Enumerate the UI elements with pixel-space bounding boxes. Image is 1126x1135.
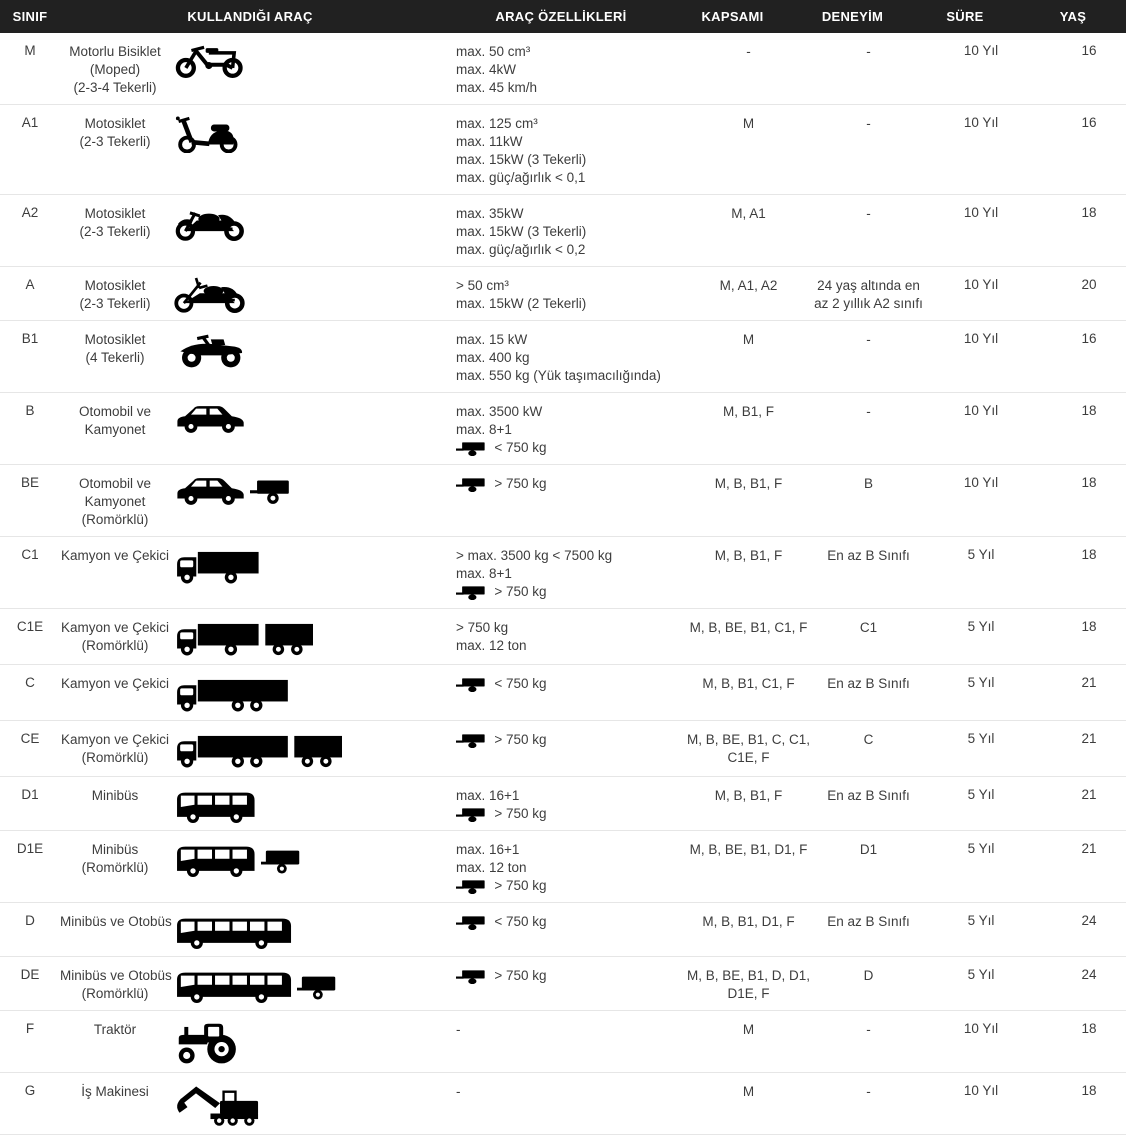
trailer-icon (456, 733, 487, 748)
ozellik-line (456, 403, 686, 421)
cell-kapsam: M (742, 1022, 755, 1037)
ozellik-line (456, 1083, 686, 1101)
ozellik-text: > 750 kg (494, 584, 547, 599)
cell-sinif: C1E (16, 619, 44, 634)
ozellik-line (456, 475, 686, 493)
cell-arac-adi: Motosiklet (4 Tekerli) (84, 332, 146, 365)
cell-yas: 16 (1081, 331, 1097, 346)
ozellik-line (456, 787, 686, 805)
cell-sinif: B (25, 403, 35, 418)
ozellik-text: max. 4kW (456, 62, 517, 77)
cell-arac-icon (170, 327, 444, 369)
cell-arac-adi: Otomobil ve Kamyonet (Romörklü) (78, 476, 152, 527)
cell-sure: 10 Yıl (963, 1021, 999, 1036)
cell-ozellikler (444, 671, 686, 693)
ozellik-line (456, 967, 686, 985)
table-row (0, 537, 1126, 609)
cell-ozellikler (444, 1079, 686, 1101)
ozellik-line (456, 565, 686, 583)
car-trailer-icon (174, 473, 444, 507)
ozellik-text: > 750 kg (494, 968, 547, 983)
cell-arac-adi: Kamyon ve Çekici (Romörklü) (60, 620, 170, 653)
cell-ozellikler (444, 909, 686, 931)
ozellik-line (456, 1021, 686, 1039)
cell-sinif: A1 (21, 115, 39, 130)
cell-yas: 20 (1081, 277, 1097, 292)
cell-sure: 5 Yıl (967, 913, 995, 928)
scooter-icon (174, 113, 444, 153)
table-row (0, 903, 1126, 957)
cell-kapsam: M, A1, A2 (719, 278, 778, 293)
cell-arac-adi: Motosiklet (2-3 Tekerli) (79, 116, 151, 149)
cell-deneyim: En az B Sınıfı (827, 788, 910, 803)
ozellik-text: max. 16+1 (456, 788, 520, 803)
cell-deneyim: - (866, 44, 871, 59)
cell-yas: 18 (1081, 547, 1097, 562)
ozellik-line (456, 133, 686, 151)
chopper-icon (174, 275, 444, 313)
cell-arac-icon (170, 201, 444, 241)
ozellik-line (456, 637, 686, 655)
ozellik-text: > 750 kg (494, 878, 547, 893)
cell-sure: 10 Yıl (963, 331, 999, 346)
cell-yas: 24 (1081, 967, 1097, 982)
ozellik-text: max. 35kW (456, 206, 524, 221)
excavator-icon (174, 1081, 444, 1127)
table-row (0, 465, 1126, 537)
ozellik-line (456, 731, 686, 749)
cell-arac-adi: Motosiklet (2-3 Tekerli) (79, 206, 151, 239)
cell-deneyim: C (863, 732, 874, 747)
cell-yas: 18 (1081, 205, 1097, 220)
cell-ozellikler (444, 727, 686, 749)
ozellik-text: max. 11kW (456, 134, 523, 149)
ozellik-text: max. 400 kg (456, 350, 530, 365)
cell-yas: 21 (1081, 731, 1097, 746)
cell-kapsam: M (742, 116, 755, 131)
cell-sure: 10 Yıl (963, 403, 999, 418)
cell-ozellikler (444, 837, 686, 895)
ozellik-text: > 750 kg (494, 732, 547, 747)
ozellik-line (456, 675, 686, 693)
cell-yas: 16 (1081, 115, 1097, 130)
cell-arac-adi: Minibüs (91, 788, 139, 803)
cell-deneyim: En az B Sınıfı (827, 548, 910, 563)
table-row (0, 609, 1126, 665)
cell-ozellikler (444, 471, 686, 493)
column-header-yas: YAŞ (1059, 9, 1087, 24)
ozellik-line (456, 43, 686, 61)
cell-arac-adi: Otomobil ve Kamyonet (78, 404, 152, 437)
column-header-arac: KULLANDIĞI ARAÇ (187, 9, 313, 24)
motorcycle-icon (174, 203, 444, 241)
trailer-icon (456, 477, 487, 492)
cell-ozellikler (444, 327, 686, 385)
cell-arac-adi: Minibüs ve Otobüs (Romörklü) (60, 968, 172, 1001)
cell-arac-adi: İş Makinesi (81, 1084, 149, 1099)
cell-arac-icon (170, 471, 444, 507)
cell-yas: 21 (1081, 675, 1097, 690)
column-header-sure: SÜRE (946, 9, 984, 24)
cell-sinif: D (25, 913, 35, 928)
ozellik-line (456, 115, 686, 133)
cell-yas: 18 (1081, 1083, 1097, 1098)
cell-arac-icon (170, 909, 444, 949)
table-row (0, 721, 1126, 777)
ozellik-text: > 750 kg (456, 620, 509, 635)
cell-sure: 5 Yıl (967, 547, 995, 562)
ozellik-line (456, 295, 686, 313)
tractor-icon (174, 1019, 444, 1065)
cell-arac-icon (170, 543, 444, 585)
atv-icon (174, 329, 444, 369)
ozellik-text: max. 3500 kW (456, 404, 543, 419)
table-row (0, 665, 1126, 721)
table-row (0, 1073, 1126, 1135)
cell-sinif: DE (20, 967, 40, 982)
cell-arac-icon (170, 963, 444, 1003)
ozellik-text: > 750 kg (494, 806, 547, 821)
minibus-icon (174, 785, 444, 823)
column-header-deneyim: DENEYİM (821, 9, 884, 24)
cell-yas: 18 (1081, 403, 1097, 418)
ozellik-line (456, 349, 686, 367)
cell-arac-adi: Minibüs ve Otobüs (60, 914, 172, 929)
truck-trailer-icon (174, 617, 444, 657)
cell-deneyim: D1 (859, 842, 878, 857)
table-body (0, 33, 1126, 1135)
cell-sure: 10 Yıl (963, 205, 999, 220)
table-header (0, 0, 1126, 33)
cell-sure: 5 Yıl (967, 675, 995, 690)
ozellik-line (456, 223, 686, 241)
cell-sinif: D1 (21, 787, 39, 802)
minibus-trailer-icon (174, 839, 444, 877)
cell-sinif: A2 (21, 205, 39, 220)
cell-sure: 10 Yıl (963, 1083, 999, 1098)
cell-deneyim: D (863, 968, 874, 983)
truck-icon (174, 545, 444, 585)
cell-sinif: C (25, 675, 35, 690)
cell-kapsam: M, B, B1, C1, F (702, 676, 795, 691)
cell-deneyim: En az B Sınıfı (827, 914, 910, 929)
ozellik-text: > 750 kg (494, 476, 547, 491)
cell-deneyim: - (866, 1084, 871, 1099)
cell-yas: 21 (1081, 787, 1097, 802)
cell-kapsam: M, B, B1, F (714, 788, 783, 803)
bus-trailer-icon (174, 965, 444, 1003)
cell-arac-adi: Kamyon ve Çekici (Romörklü) (60, 732, 170, 765)
cell-arac-adi: Motorlu Bisiklet (Moped) (2-3-4 Tekerli) (69, 44, 161, 95)
ozellik-text: - (456, 1084, 461, 1099)
cell-sinif: G (24, 1083, 36, 1098)
cell-arac-adi: Traktör (93, 1022, 137, 1037)
table-row (0, 1011, 1126, 1073)
ozellik-line (456, 439, 686, 457)
cell-ozellikler (444, 963, 686, 985)
ozellik-text: max. 15kW (3 Tekerli) (456, 224, 587, 239)
cell-kapsam: M, B, B1, F (714, 476, 783, 491)
cell-kapsam: M, B, BE, B1, D1, F (689, 842, 808, 857)
ozellik-text: max. 50 cm³ (456, 44, 531, 59)
cell-yas: 18 (1081, 1021, 1097, 1036)
cell-arac-icon (170, 1079, 444, 1127)
cell-deneyim: - (866, 332, 871, 347)
cell-deneyim: - (866, 1022, 871, 1037)
cell-yas: 21 (1081, 841, 1097, 856)
ozellik-text: < 750 kg (494, 914, 547, 929)
cell-deneyim: En az B Sınıfı (827, 676, 910, 691)
cell-ozellikler (444, 543, 686, 601)
cell-yas: 18 (1081, 475, 1097, 490)
ozellik-text: max. güç/ağırlık < 0,1 (456, 170, 586, 185)
table-row (0, 33, 1126, 105)
cell-sinif: F (25, 1021, 35, 1036)
moped-icon (174, 41, 444, 79)
car-icon (174, 401, 444, 435)
cell-arac-icon (170, 273, 444, 313)
table-row (0, 957, 1126, 1011)
trailer-icon (456, 879, 487, 894)
cell-sinif: B1 (21, 331, 39, 346)
table-row (0, 105, 1126, 195)
table-row (0, 393, 1126, 465)
table-row (0, 267, 1126, 321)
ozellik-line (456, 241, 686, 259)
cell-sure: 10 Yıl (963, 115, 999, 130)
ozellik-text: max. 15 kW (456, 332, 528, 347)
cell-kapsam: M, B, B1, D1, F (702, 914, 795, 929)
ozellik-text: max. 15kW (3 Tekerli) (456, 152, 587, 167)
ozellik-line (456, 547, 686, 565)
cell-arac-icon (170, 1017, 444, 1065)
cell-yas: 18 (1081, 619, 1097, 634)
ozellik-text: - (456, 1022, 461, 1037)
cell-kapsam: M, A1 (731, 206, 766, 221)
ozellik-text: max. 45 km/h (456, 80, 538, 95)
cell-sure: 10 Yıl (963, 277, 999, 292)
big-truck-icon (174, 673, 444, 713)
cell-sure: 10 Yıl (963, 475, 999, 490)
cell-deneyim: C1 (859, 620, 878, 635)
cell-deneyim: - (866, 206, 871, 221)
cell-deneyim: - (866, 116, 871, 131)
ozellik-text: < 750 kg (494, 440, 547, 455)
column-header-ozellik: ARAÇ ÖZELLİKLERİ (495, 9, 627, 24)
column-header-sinif: SINIF (12, 9, 48, 24)
trailer-icon (456, 441, 487, 456)
ozellik-line (456, 421, 686, 439)
cell-arac-adi: Kamyon ve Çekici (60, 548, 170, 563)
cell-arac-icon (170, 783, 444, 823)
cell-sinif: BE (20, 475, 39, 490)
cell-deneyim: - (866, 404, 871, 419)
ozellik-line (456, 331, 686, 349)
cell-kapsam: - (746, 44, 751, 59)
cell-arac-adi: Motosiklet (2-3 Tekerli) (79, 278, 151, 311)
cell-sinif: D1E (16, 841, 44, 856)
trailer-icon (456, 807, 487, 822)
trailer-icon (456, 585, 487, 600)
cell-sinif: CE (20, 731, 40, 746)
cell-ozellikler (444, 783, 686, 823)
cell-ozellikler (444, 39, 686, 97)
cell-kapsam: M (742, 332, 755, 347)
ozellik-text: > 50 cm³ (456, 278, 509, 293)
cell-arac-icon (170, 727, 444, 769)
bus-icon (174, 911, 444, 949)
cell-sure: 5 Yıl (967, 967, 995, 982)
cell-ozellikler (444, 615, 686, 655)
cell-arac-icon (170, 39, 444, 79)
ozellik-line (456, 61, 686, 79)
ozellik-text: max. 16+1 (456, 842, 520, 857)
table-row (0, 777, 1126, 831)
ozellik-line (456, 169, 686, 187)
ozellik-text: max. 125 cm³ (456, 116, 538, 131)
ozellik-line (456, 841, 686, 859)
cell-arac-icon (170, 615, 444, 657)
cell-kapsam: M, B, BE, B1, D, D1, D1E, F (686, 968, 811, 1001)
ozellik-line (456, 913, 686, 931)
ozellik-text: > max. 3500 kg < 7500 kg (456, 548, 613, 563)
cell-ozellikler (444, 399, 686, 457)
table-row (0, 831, 1126, 903)
ozellik-line (456, 205, 686, 223)
column-header-kapsam: KAPSAMI (701, 9, 764, 24)
ozellik-line (456, 277, 686, 295)
cell-arac-icon (170, 111, 444, 153)
ozellik-text: max. 8+1 (456, 566, 512, 581)
ozellik-line (456, 619, 686, 637)
cell-sure: 5 Yıl (967, 731, 995, 746)
ozellik-text: max. 15kW (2 Tekerli) (456, 296, 587, 311)
ozellik-text: max. 8+1 (456, 422, 512, 437)
table-row (0, 321, 1126, 393)
cell-ozellikler (444, 273, 686, 313)
trailer-icon (456, 969, 487, 984)
cell-kapsam: M, B, BE, B1, C1, F (689, 620, 808, 635)
cell-sure: 5 Yıl (967, 619, 995, 634)
trailer-icon (456, 915, 487, 930)
cell-sinif: M (24, 43, 36, 58)
cell-yas: 24 (1081, 913, 1097, 928)
ozellik-line (456, 151, 686, 169)
cell-arac-icon (170, 399, 444, 435)
cell-kapsam: M, B, B1, F (714, 548, 783, 563)
cell-sure: 10 Yıl (963, 43, 999, 58)
ozellik-text: max. 12 ton (456, 860, 527, 875)
trailer-icon (456, 677, 487, 692)
ozellik-line (456, 877, 686, 895)
ozellik-text: max. 550 kg (Yük taşımacılığında) (456, 368, 661, 383)
ozellik-text: max. 12 ton (456, 638, 527, 653)
cell-yas: 16 (1081, 43, 1097, 58)
cell-kapsam: M, B, BE, B1, C, C1, C1E, F (686, 732, 811, 765)
cell-kapsam: M, B1, F (722, 404, 774, 419)
cell-sure: 5 Yıl (967, 787, 995, 802)
table-row (0, 195, 1126, 267)
cell-arac-adi: Kamyon ve Çekici (60, 676, 170, 691)
ozellik-line (456, 859, 686, 877)
ozellik-text: < 750 kg (494, 676, 547, 691)
cell-sure: 5 Yıl (967, 841, 995, 856)
cell-kapsam: M (742, 1084, 755, 1099)
big-truck-trailer-icon (174, 729, 444, 769)
cell-deneyim: 24 yaş altında en az 2 yıllık A2 sınıfı (814, 278, 923, 311)
ozellik-line (456, 583, 686, 601)
cell-arac-icon (170, 837, 444, 877)
ozellik-line (456, 805, 686, 823)
cell-ozellikler (444, 201, 686, 259)
cell-arac-icon (170, 671, 444, 713)
ozellik-text: max. güç/ağırlık < 0,2 (456, 242, 586, 257)
cell-arac-adi: Minibüs (Romörklü) (81, 842, 149, 875)
cell-ozellikler (444, 111, 686, 187)
ozellik-line (456, 367, 686, 385)
cell-sinif: A (25, 277, 35, 292)
cell-sinif: C1 (21, 547, 39, 562)
ozellik-line (456, 79, 686, 97)
cell-deneyim: B (863, 476, 873, 491)
cell-ozellikler (444, 1017, 686, 1039)
